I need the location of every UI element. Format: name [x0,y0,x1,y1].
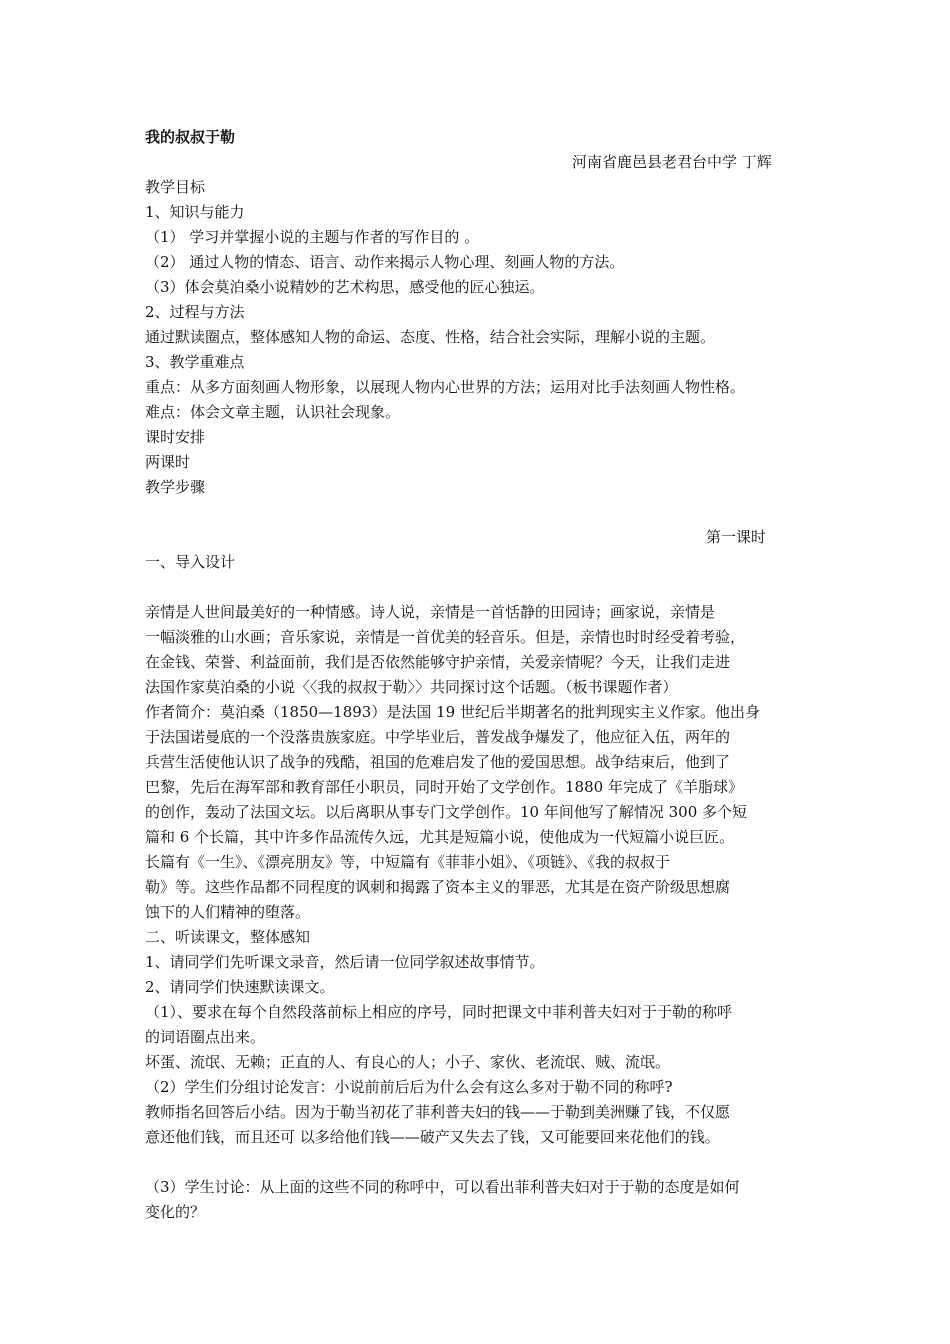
body-line: 意还他们钱，而且还可 以多给他们钱——破产又失去了钱，又可能要回来花他们的钱。 [145,1128,720,1146]
body-line: 作者简介：莫泊桑（1850—1893）是法国 19 世纪后半期著名的批判现实主义作家。他出身 [145,703,760,721]
body-line: 教师指名回答后小结。因为于勒当初花了菲利普夫妇的钱——于勒到美洲赚了钱，不仅愿 [145,1103,731,1121]
body-line: 兵营生活使他认识了战争的残酷，祖国的危难启发了他的爱国思想。战争结束后，他到了 [145,753,731,771]
body-line: （3）学生讨论：从上面的这些不同的称呼中，可以看出菲利普夫妇对于于勒的态度是如何 [145,1178,740,1196]
body-line: 坏蛋、流氓、无赖；正直的人、有良心的人；小子、家伙、老流氓、贼、流氓。 [145,1053,671,1071]
body-line: 两课时 [145,453,191,471]
body-line: 1、知识与能力 [145,203,245,221]
document-title: 我的叔叔于勒 [145,128,236,146]
section-heading: 二、听读课文，整体感知 [145,928,311,946]
body-line: 于法国诺曼底的一个没落贵族家庭。中学毕业后，普发战争爆发了，他应征入伍，两年的 [145,728,731,746]
body-line: 难点：体会文章主题，认识社会现象。 [145,403,401,421]
body-line: 长篇有《一生》、《漂亮朋友》等，中短篇有《菲菲小姐》、《项链》、《我的叔叔于 [145,853,671,871]
body-line: 法国作家莫泊桑的小说〈〈我的叔叔于勒〉〉共同探讨这个话题。（板书课题作者） [145,678,678,696]
body-line: 在金钱、荣誉、利益面前，我们是否依然能够守护亲情，关爱亲情呢？今天，让我们走进 [145,653,731,671]
body-line: （2）学生们分组讨论发言：小说前前后后为什么会有这么多对于勒不同的称呼? [145,1078,673,1096]
body-line: 巴黎，先后在海军部和教育部任小职员，同时开始了文学创作。1880 年完成了《羊脂球》 [145,778,743,796]
author-line: 河南省鹿邑县老君台中学 丁辉 [572,153,772,171]
body-line: 勒》等。这些作品都不同程度的讽刺和揭露了资本主义的罪恶，尤其是在资产阶级思想腐 [145,878,731,896]
body-line: （1）、要求在每个自然段落前标上相应的序号，同时把课文中菲利普夫妇对于于勒的称呼 [145,1003,733,1021]
body-line: 通过默读圈点，整体感知人物的命运、态度、性格，结合社会实际，理解小说的主题。 [145,328,716,346]
body-line: 2、过程与方法 [145,303,245,321]
body-line: 的词语圈点出来。 [145,1028,266,1046]
body-line: 1、请同学们先听课文录音，然后请一位同学叙述故事情节。 [145,953,545,971]
body-line: 2、请同学们快速默读课文。 [145,978,335,996]
body-line: 教学步骤 [145,478,206,496]
body-line: 一幅淡雅的山水画；音乐家说，亲情是一首优美的轻音乐。但是，亲情也时时经受着考验， [145,628,746,646]
section-heading: 一、导入设计 [145,553,236,571]
body-line: 亲情是人世间最美好的一种情感。诗人说，亲情是一首恬静的田园诗；画家说，亲情是 [145,603,716,621]
body-line: （2） 通过人物的情态、语言、动作来揭示人物心理、刻画人物的方法。 [145,253,625,271]
body-line: （1） 学习并掌握小说的主题与作者的写作目的 。 [145,228,480,246]
body-line: 重点：从多方面刻画人物形象，以展现人物内心世界的方法；运用对比手法刻画人物性格。 [145,378,746,396]
body-line: 3、教学重难点 [145,353,245,371]
body-line: 的创作，轰动了法国文坛。以后离职从事专门文学创作。10 年间他写了解情况 300 多个短 [145,803,748,821]
lesson-label: 第一课时 [706,528,767,546]
body-line: 课时安排 [145,428,206,446]
body-line: （3）体会莫泊桑小说精妙的艺术构思，感受他的匠心独运。 [145,278,545,296]
body-line: 篇和 6 个长篇，其中许多作品流传久远，尤其是短篇小说，使他成为一代短篇小说巨匠。 [145,828,735,846]
heading-teaching-goals: 教学目标 [145,178,206,196]
body-line: 变化的？ [145,1203,206,1221]
body-line: 蚀下的人们精神的堕落。 [145,903,311,921]
